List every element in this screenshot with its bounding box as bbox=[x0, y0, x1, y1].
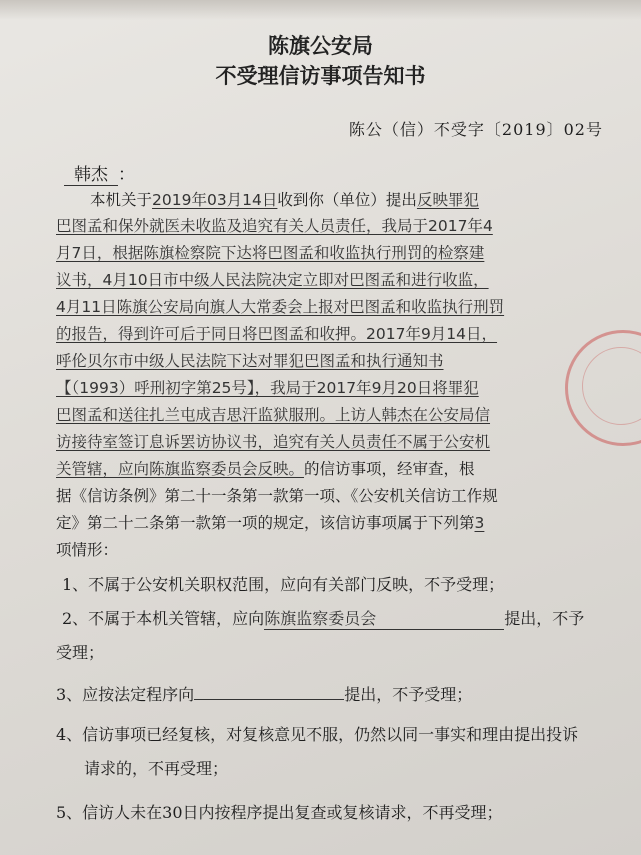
item-text: 2、不属于本机关管辖，应向 bbox=[62, 609, 265, 628]
case-number: 3 bbox=[474, 514, 485, 532]
complaint-description-end: 关管辖，应向陈旗监察委员会反映。 bbox=[56, 460, 305, 478]
item-4: 4、信访事项已经复核，对复核意见不服，仍然以同一事实和理由提出投诉 bbox=[56, 725, 579, 744]
empty-blank bbox=[194, 685, 344, 700]
item-5: 5、信访人未在30日内按程序提出复查或复核请求，不再受理； bbox=[56, 803, 503, 822]
body-line-11 bbox=[56, 457, 475, 479]
body-text: 定》第二十二条第一款第一项的规定，该信访事项属于下列第 bbox=[56, 514, 475, 532]
item-text: 3、应按法定程序向 bbox=[56, 685, 195, 704]
title-organization: 陈旗公安局 bbox=[268, 34, 373, 58]
salutation-colon: ： bbox=[118, 165, 135, 185]
body-line-4: 议书，4月10日市中级人民法院决定立即对巴图孟和进行收监， bbox=[56, 271, 489, 289]
authority-name: 陈旗监察委员会 bbox=[264, 609, 377, 628]
filled-blank-authority bbox=[264, 606, 504, 630]
body-line-12: 据《信访条例》第二十一条第一款第一项、《公安机关信访工作规 bbox=[56, 487, 498, 505]
body-text: 本机关于 bbox=[90, 191, 153, 209]
body-line-9: 巴图孟和送往扎兰屯成吉思汗监狱服刑。上访人韩杰在公安局信 bbox=[56, 406, 491, 424]
item-2-cont: 受理； bbox=[56, 643, 105, 662]
body-line-13 bbox=[56, 511, 484, 533]
body-line-3: 月7日，根据陈旗检察院下达将巴图孟和收监执行刑罚的检察建 bbox=[56, 244, 485, 262]
body-text: 收到你（单位）提出 bbox=[277, 191, 417, 209]
red-seal-stamp bbox=[565, 330, 641, 446]
item-2 bbox=[62, 606, 584, 630]
salutation bbox=[64, 160, 135, 186]
body-line-6: 的报告，得到许可后于同日将巴图孟和收押。2017年9月14日， bbox=[56, 325, 498, 343]
complaint-subject: 反映罪犯 bbox=[416, 191, 479, 209]
item-4-cont: 请求的，不再受理； bbox=[84, 759, 229, 778]
body-line-10: 访接待室签订息诉罢访协议书，追究有关人员责任不属于公安机 bbox=[56, 433, 491, 451]
recipient-name: 韩杰 bbox=[64, 160, 118, 186]
body-line-7: 呼伦贝尔市中级人民法院下达对罪犯巴图孟和执行通知书 bbox=[56, 352, 444, 370]
body-line-2: 巴图孟和保外就医未收监及追究有关人员责任，我局于2017年4 bbox=[56, 217, 493, 235]
title-document: 不受理信访事项告知书 bbox=[215, 64, 426, 88]
body-line-1 bbox=[90, 188, 479, 210]
item-1: 1、不属于公安机关职权范围，应向有关部门反映，不予受理； bbox=[62, 575, 505, 594]
item-text: 提出，不予 bbox=[504, 609, 585, 628]
paper-shadow bbox=[0, 0, 641, 20]
item-text: 提出，不予受理； bbox=[344, 685, 473, 704]
document-number: 陈公（信）不受字〔2019〕02号 bbox=[348, 120, 603, 139]
body-line-14: 项情形： bbox=[56, 541, 119, 559]
body-line-5: 4月11日陈旗公安局向旗人大常委会上报对巴图孟和收监执行刑罚 bbox=[56, 298, 505, 316]
body-text: 的信访事项，经审查，根 bbox=[304, 460, 475, 478]
body-line-8: 【（1993）呼刑初字第25号】，我局于2017年9月20日将罪犯 bbox=[56, 379, 479, 397]
item-3 bbox=[56, 682, 472, 705]
received-date: 2019年03月14日 bbox=[152, 191, 278, 209]
